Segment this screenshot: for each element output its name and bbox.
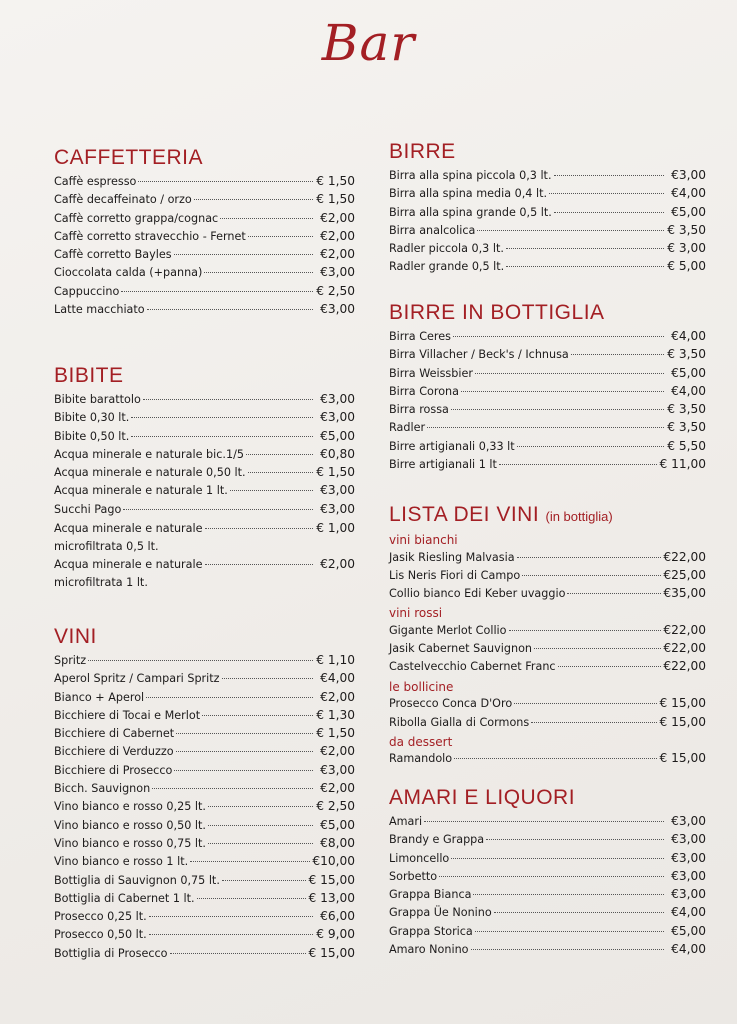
leader-dots — [131, 417, 313, 418]
section-title: BIRRE IN BOTTIGLIA — [389, 301, 605, 324]
item-name: Bottiglia di Prosecco — [54, 946, 168, 960]
section-title: VINI — [54, 625, 97, 648]
leader-dots — [506, 266, 664, 267]
item-name: Latte macchiato — [54, 303, 145, 317]
item-name: Brandy e Grappa — [389, 833, 485, 847]
leader-dots — [147, 309, 313, 310]
section-caffetteria — [54, 146, 355, 320]
item-price: €4,00 — [671, 942, 706, 957]
item-price: €5,00 — [671, 204, 706, 219]
item-price: € 5,00 — [667, 259, 706, 274]
leader-dots — [220, 218, 313, 219]
menu-item — [389, 329, 706, 347]
menu-item — [389, 887, 706, 905]
menu-item — [54, 429, 355, 447]
leader-dots — [174, 254, 313, 255]
leader-dots — [204, 272, 313, 273]
menu-item — [389, 905, 706, 923]
leader-dots — [248, 472, 313, 473]
item-name: Acqua minerale e naturale 1 lt. — [54, 484, 228, 498]
item-price: € 3,50 — [667, 347, 706, 362]
item-price: €3,00 — [671, 887, 706, 902]
leader-dots — [486, 839, 664, 840]
item-list — [389, 168, 706, 278]
item-price: €22,00 — [663, 659, 706, 674]
section-title: LISTA DEI VINI (in bottiglia) — [389, 503, 613, 526]
item-price: €3,00 — [320, 265, 355, 280]
item-price: €3,00 — [320, 483, 355, 498]
leader-dots — [202, 715, 313, 716]
item-price: €2,00 — [320, 781, 355, 796]
item-list — [54, 653, 355, 964]
item-name: Acqua minerale e naturale bic.1/5 — [54, 447, 244, 461]
item-price: € 13,00 — [308, 890, 355, 905]
leader-dots — [439, 876, 664, 877]
item-price: €22,00 — [663, 622, 706, 637]
item-price: € 3,50 — [667, 222, 706, 237]
item-name: Radler grande 0,5 lt. — [389, 260, 505, 274]
leader-dots — [194, 199, 313, 200]
leader-dots — [461, 391, 664, 392]
menu-item — [54, 927, 355, 945]
item-name: Amaro Nonino — [389, 943, 469, 957]
item-name: Birra alla spina piccola 0,3 lt. — [389, 169, 552, 182]
leader-dots — [517, 446, 664, 447]
item-name: Birra analcolica — [389, 223, 476, 237]
menu-item — [54, 854, 355, 872]
menu-item — [54, 726, 355, 744]
item-price: €35,00 — [663, 586, 706, 601]
item-price: € 3,50 — [667, 402, 706, 417]
item-price: € 15,00 — [659, 696, 706, 711]
menu-item — [54, 946, 355, 964]
section-birre — [389, 140, 706, 278]
leader-dots — [554, 175, 665, 176]
menu-item — [54, 392, 355, 410]
menu-item — [389, 659, 706, 677]
item-name: Gigante Merlot Collio — [389, 623, 507, 637]
menu-item — [54, 671, 355, 689]
leader-dots — [454, 758, 657, 759]
section-bibite — [54, 364, 355, 592]
item-name: Collio bianco Edi Keber uvaggio — [389, 587, 566, 601]
menu-item — [54, 465, 355, 483]
menu-item — [54, 818, 355, 836]
item-name: Birre artigianali 0,33 lt — [389, 439, 515, 453]
item-name: Caffè espresso — [54, 175, 137, 188]
item-name: Bicchiere di Cabernet — [54, 727, 175, 741]
item-name: Birra alla spina grande 0,5 lt. — [389, 205, 552, 219]
leader-dots — [567, 593, 661, 594]
menu-item — [54, 211, 355, 229]
item-price: € 15,00 — [308, 872, 355, 887]
item-name: Bibite 0,50 lt. — [54, 429, 130, 443]
item-name: Prosecco Conca D'Oro — [389, 697, 513, 711]
menu-item — [389, 641, 706, 659]
menu-item — [389, 924, 706, 942]
item-price: €2,00 — [320, 744, 355, 759]
menu-item — [54, 447, 355, 465]
menu-item — [389, 168, 706, 186]
item-price: €5,00 — [320, 817, 355, 832]
item-price: €3,00 — [320, 302, 355, 317]
item-price: €3,00 — [671, 850, 706, 865]
item-list — [389, 751, 706, 769]
item-name: Succhi Pago — [54, 502, 122, 516]
item-price: € 15,00 — [308, 945, 355, 960]
section-lista-vini — [389, 503, 706, 770]
item-price: €22,00 — [663, 641, 706, 656]
leader-dots — [475, 931, 664, 932]
leader-dots — [494, 912, 664, 913]
leader-dots — [123, 509, 313, 510]
leader-dots — [170, 953, 307, 954]
menu-item — [389, 223, 706, 241]
item-name: Cioccolata calda (+panna) — [54, 266, 203, 280]
leader-dots — [208, 806, 313, 807]
item-list — [389, 329, 706, 475]
leader-dots — [471, 949, 664, 950]
item-name: Acqua minerale e naturale 0,50 lt. — [54, 466, 246, 480]
item-name: Birra Ceres — [389, 330, 451, 343]
item-price: €4,00 — [671, 383, 706, 398]
section-title: AMARI E LIQUORI — [389, 786, 576, 809]
item-name: Prosecco 0,50 lt. — [54, 928, 147, 942]
item-name: Bicchiere di Prosecco — [54, 763, 173, 777]
item-price: €2,00 — [320, 228, 355, 243]
menu-item — [389, 832, 706, 850]
item-price: €25,00 — [663, 567, 706, 582]
leader-dots — [197, 898, 307, 899]
leader-dots — [149, 916, 313, 917]
item-name: Bicchiere di Verduzzo — [54, 745, 174, 759]
leader-dots — [427, 427, 664, 428]
leader-dots — [190, 861, 310, 862]
subcategory-label: vini rossi — [389, 606, 443, 621]
item-name: Acqua minerale e naturale microfiltrata 1 lt. — [54, 558, 203, 590]
menu-item — [54, 653, 355, 671]
item-price: € 1,30 — [316, 707, 355, 722]
item-price: €4,00 — [320, 671, 355, 686]
leader-dots — [571, 354, 664, 355]
item-name: Birre artigianali 1 lt — [389, 458, 497, 472]
item-name: Bibite barattolo — [54, 393, 141, 406]
item-name: Ribolla Gialla di Cormons — [389, 715, 530, 729]
item-price: €3,00 — [671, 868, 706, 883]
item-price: € 11,00 — [659, 457, 706, 472]
item-price: € 3,00 — [667, 241, 706, 256]
menu-item — [54, 836, 355, 854]
menu-item — [389, 347, 706, 365]
leader-dots — [222, 880, 307, 881]
leader-dots — [208, 825, 313, 826]
item-name: Birra alla spina media 0,4 lt. — [389, 187, 548, 201]
item-list — [389, 550, 706, 605]
item-name: Castelvecchio Cabernet Franc — [389, 660, 556, 674]
leader-dots — [146, 697, 313, 698]
item-name: Prosecco 0,25 lt. — [54, 910, 147, 924]
leader-dots — [143, 399, 313, 400]
item-name: Birra rossa — [389, 403, 449, 417]
item-name: Amari — [389, 815, 423, 828]
menu-item — [54, 799, 355, 817]
menu-item — [389, 420, 706, 438]
item-price: €2,00 — [320, 247, 355, 262]
item-name: Birra Corona — [389, 384, 459, 398]
item-price: € 1,00 — [316, 521, 355, 536]
menu-item — [54, 891, 355, 909]
leader-dots — [451, 409, 664, 410]
item-price: €3,00 — [320, 501, 355, 516]
item-price: €3,00 — [671, 168, 706, 182]
menu-item — [389, 715, 706, 733]
subcategory-label: da dessert — [389, 734, 453, 749]
item-price: €3,00 — [320, 762, 355, 777]
item-name: Vino bianco e rosso 0,75 lt. — [54, 836, 206, 850]
menu-item — [54, 174, 355, 192]
leader-dots — [205, 564, 313, 565]
item-name: Jasik Cabernet Sauvignon — [389, 642, 533, 656]
menu-item — [54, 483, 355, 501]
item-name: Vino bianco e rosso 1 lt. — [54, 855, 189, 869]
section-amari — [389, 786, 706, 960]
leader-dots — [149, 934, 313, 935]
item-price: €5,00 — [671, 365, 706, 380]
menu-item — [54, 284, 355, 302]
leader-dots — [424, 821, 664, 822]
leader-dots — [248, 236, 313, 237]
menu-item — [389, 205, 706, 223]
item-price: €2,00 — [320, 557, 355, 572]
item-price: €3,00 — [320, 410, 355, 425]
menu-item — [54, 302, 355, 320]
section-note: (in bottiglia) — [545, 509, 613, 524]
item-name: Lis Neris Fiori di Campo — [389, 568, 521, 582]
item-price: € 1,50 — [316, 465, 355, 480]
item-name: Grappa Storica — [389, 924, 473, 938]
item-name: Jasik Riesling Malvasia — [389, 550, 515, 564]
menu-item — [389, 869, 706, 887]
leader-dots — [208, 843, 313, 844]
item-price: €3,00 — [320, 392, 355, 406]
item-price: €4,00 — [671, 905, 706, 920]
item-price: €5,00 — [320, 428, 355, 443]
section-title: BIRRE — [389, 140, 456, 163]
item-name: Vino bianco e rosso 0,25 lt. — [54, 800, 206, 814]
subcategory-label: vini bianchi — [389, 533, 458, 547]
menu-item — [54, 192, 355, 210]
leader-dots — [477, 230, 664, 231]
menu-item — [389, 384, 706, 402]
item-list — [54, 392, 355, 520]
item-price: € 9,00 — [316, 927, 355, 942]
menu-item — [389, 568, 706, 586]
item-price: €22,00 — [663, 549, 706, 564]
leader-dots — [138, 181, 313, 182]
item-name: Bicch. Sauvignon — [54, 782, 151, 796]
item-price: € 1,50 — [316, 726, 355, 741]
item-name: Limoncello — [389, 851, 450, 865]
menu-item — [389, 751, 706, 769]
item-name: Bottiglia di Cabernet 1 lt. — [54, 891, 195, 905]
item-name: Radler piccola 0,3 lt. — [389, 242, 504, 256]
item-name: Bottiglia di Sauvignon 0,75 lt. — [54, 873, 220, 887]
item-name: Acqua minerale e naturale microfiltrata 0,5 lt. — [54, 522, 203, 554]
item-list — [389, 623, 706, 678]
section-birre-bottiglia — [389, 301, 706, 475]
item-price: € 1,10 — [316, 653, 355, 667]
item-price: € 15,00 — [659, 751, 706, 766]
menu-item — [389, 241, 706, 259]
leader-dots — [554, 212, 664, 213]
leader-dots — [473, 894, 664, 895]
menu-item — [389, 814, 706, 832]
leader-dots — [451, 858, 664, 859]
item-price: € 5,50 — [667, 438, 706, 453]
item-price: €2,00 — [320, 210, 355, 225]
leader-dots — [499, 464, 658, 465]
item-price: €0,80 — [320, 446, 355, 461]
menu-item — [389, 586, 706, 604]
item-price: € 1,50 — [316, 174, 355, 188]
leader-dots — [475, 373, 664, 374]
menu-item — [54, 556, 355, 592]
leader-dots — [88, 660, 313, 661]
item-name: Grappa Bianca — [389, 888, 472, 902]
item-name: Birra Villacher / Beck's / Ichnusa — [389, 348, 569, 362]
section-title: CAFFETTERIA — [54, 146, 204, 169]
menu-item — [54, 873, 355, 891]
item-name: Radler — [389, 421, 426, 435]
menu-item — [389, 402, 706, 420]
leader-dots — [174, 770, 313, 771]
item-price: €10,00 — [312, 854, 355, 869]
item-list — [54, 174, 355, 320]
menu-item — [54, 744, 355, 762]
item-price: €4,00 — [671, 186, 706, 201]
leader-dots — [205, 528, 313, 529]
menu-item — [389, 366, 706, 384]
menu-item — [389, 942, 706, 960]
leader-dots — [531, 722, 657, 723]
leader-dots — [176, 733, 313, 734]
leader-dots — [549, 193, 664, 194]
menu-item — [389, 851, 706, 869]
leader-dots — [558, 666, 662, 667]
item-price: €3,00 — [671, 814, 706, 828]
menu-item — [54, 690, 355, 708]
menu-item — [54, 229, 355, 247]
menu-item — [389, 259, 706, 277]
leader-dots — [176, 751, 313, 752]
menu-item — [54, 708, 355, 726]
leader-dots — [506, 248, 664, 249]
item-price: €4,00 — [671, 329, 706, 343]
item-price: € 3,50 — [667, 420, 706, 435]
leader-dots — [222, 678, 313, 679]
menu-item — [54, 763, 355, 781]
item-name: Caffè corretto grappa/cognac — [54, 211, 219, 225]
item-name: Sorbetto — [389, 869, 438, 883]
item-price: €8,00 — [320, 835, 355, 850]
leader-dots — [230, 490, 313, 491]
leader-dots — [534, 648, 661, 649]
leader-dots — [517, 557, 662, 558]
subcategory-label: le bollicine — [389, 679, 454, 694]
item-price: € 2,50 — [316, 799, 355, 814]
item-price: €6,00 — [320, 909, 355, 924]
item-name: Grappa Üe Nonino — [389, 906, 492, 920]
item-name: Vino bianco e rosso 0,50 lt. — [54, 818, 206, 832]
item-price: €5,00 — [671, 923, 706, 938]
menu-item — [54, 265, 355, 283]
item-price: € 1,50 — [316, 192, 355, 207]
leader-dots — [522, 575, 661, 576]
menu-item — [54, 502, 355, 520]
menu-item — [54, 410, 355, 428]
item-name: Bibite 0,30 lt. — [54, 411, 130, 425]
item-name: Caffè corretto Bayles — [54, 248, 172, 262]
leader-dots — [509, 630, 662, 631]
menu-item — [54, 909, 355, 927]
menu-item — [54, 781, 355, 799]
item-price: €3,00 — [671, 832, 706, 847]
menu-item — [389, 457, 706, 475]
item-name: Ramandolo — [389, 752, 453, 766]
item-name: Aperol Spritz / Campari Spritz — [54, 672, 220, 686]
menu-item — [389, 439, 706, 457]
menu-item — [54, 247, 355, 265]
item-list — [389, 696, 706, 733]
menu-item — [389, 186, 706, 204]
section-vini — [54, 625, 355, 964]
item-price: € 2,50 — [316, 283, 355, 298]
menu-item — [389, 623, 706, 641]
item-name: Bicchiere di Tocai e Merlot — [54, 708, 201, 722]
menu-item — [389, 550, 706, 568]
menu-item — [389, 696, 706, 714]
leader-dots — [131, 436, 313, 437]
item-list — [389, 814, 706, 960]
leader-dots — [514, 703, 657, 704]
item-name: Bianco + Aperol — [54, 690, 145, 704]
menu-title: Bar — [321, 14, 416, 72]
leader-dots — [246, 454, 313, 455]
section-title: BIBITE — [54, 364, 124, 387]
item-name: Spritz — [54, 654, 87, 667]
item-name: Caffè corretto stravecchio - Fernet — [54, 229, 246, 243]
leader-dots — [453, 336, 664, 337]
leader-dots — [121, 291, 313, 292]
item-price: €2,00 — [320, 689, 355, 704]
item-name: Caffè decaffeinato / orzo — [54, 193, 192, 207]
item-name: Cappuccino — [54, 284, 120, 298]
item-name: Birra Weissbier — [389, 366, 473, 380]
item-price: € 15,00 — [659, 714, 706, 729]
menu-item — [54, 520, 355, 556]
leader-dots — [152, 788, 313, 789]
